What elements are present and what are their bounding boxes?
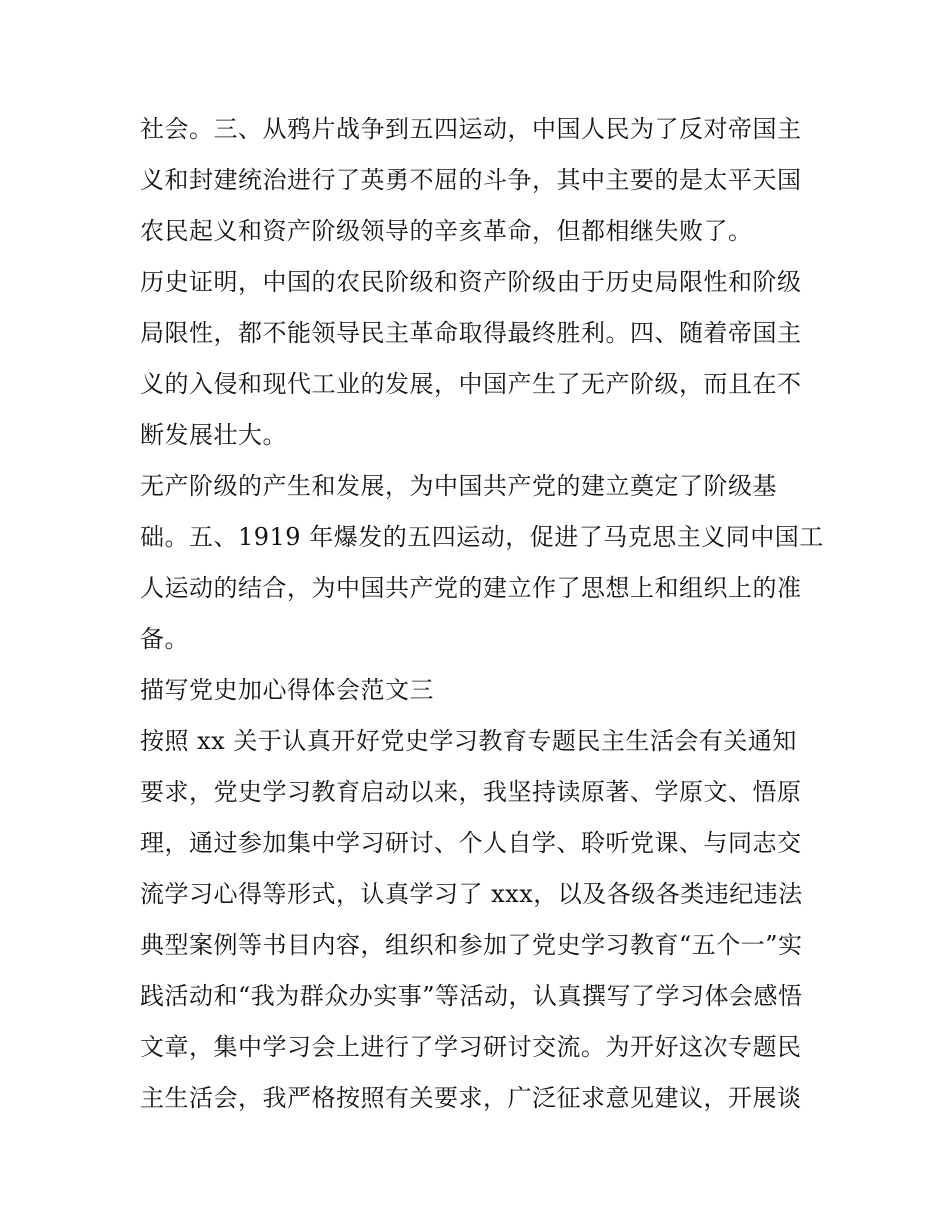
text-line-7: 断发展壮大。 xyxy=(140,421,287,449)
text-line-1: 社会。三、从鸦片战争到五四运动，中国人民为了反对帝国主 xyxy=(140,115,802,143)
text-line-14: 要求，党史学习教育启动以来，我坚持读原著、学原文、悟原 xyxy=(140,778,802,806)
text-line-3: 农民起义和资产阶级领导的辛亥革命，但都相继失败了。 xyxy=(140,217,753,245)
text-line-17: 典型案例等书目内容，组织和参加了党史学习教育“五个一”实 xyxy=(140,931,803,959)
text-line-19: 文章，集中学习会上进行了学习研讨交流。为开好这次专题民 xyxy=(140,1033,802,1061)
document-body xyxy=(140,104,824,1124)
text-line-20: 主生活会，我严格按照有关要求，广泛征求意见建议，开展谈 xyxy=(140,1084,802,1112)
text-line-9: 础。五、1919 年爆发的五四运动，促进了马克思主义同中国工 xyxy=(140,523,824,551)
text-line-10: 人运动的结合，为中国共产党的建立作了思想上和组织上的准 xyxy=(140,574,802,602)
text-line-11: 备。 xyxy=(140,625,189,653)
text-line-16: 流学习心得等形式，认真学习了 xxx，以及各级各类违纪违法 xyxy=(140,880,803,908)
text-line-15: 理，通过参加集中学习研讨、个人自学、聆听党课、与同志交 xyxy=(140,829,802,857)
text-line-6: 义的入侵和现代工业的发展，中国产生了无产阶级，而且在不 xyxy=(140,370,802,398)
text-line-5: 局限性，都不能领导民主革命取得最终胜利。四、随着帝国主 xyxy=(140,319,802,347)
text-line-8: 无产阶级的产生和发展，为中国共产党的建立奠定了阶级基 xyxy=(140,472,777,500)
text-line-4: 历史证明，中国的农民阶级和资产阶级由于历史局限性和阶级 xyxy=(140,268,802,296)
text-line-13: 按照 xx 关于认真开好党史学习教育专题民主生活会有关通知 xyxy=(140,727,797,755)
section-heading: 描写党史加心得体会范文三 xyxy=(140,676,434,704)
text-line-18: 践活动和“我为群众办实事”等活动，认真撰写了学习体会感悟 xyxy=(140,982,803,1010)
text-line-2: 义和封建统治进行了英勇不屈的斗争，其中主要的是太平天国 xyxy=(140,166,802,194)
